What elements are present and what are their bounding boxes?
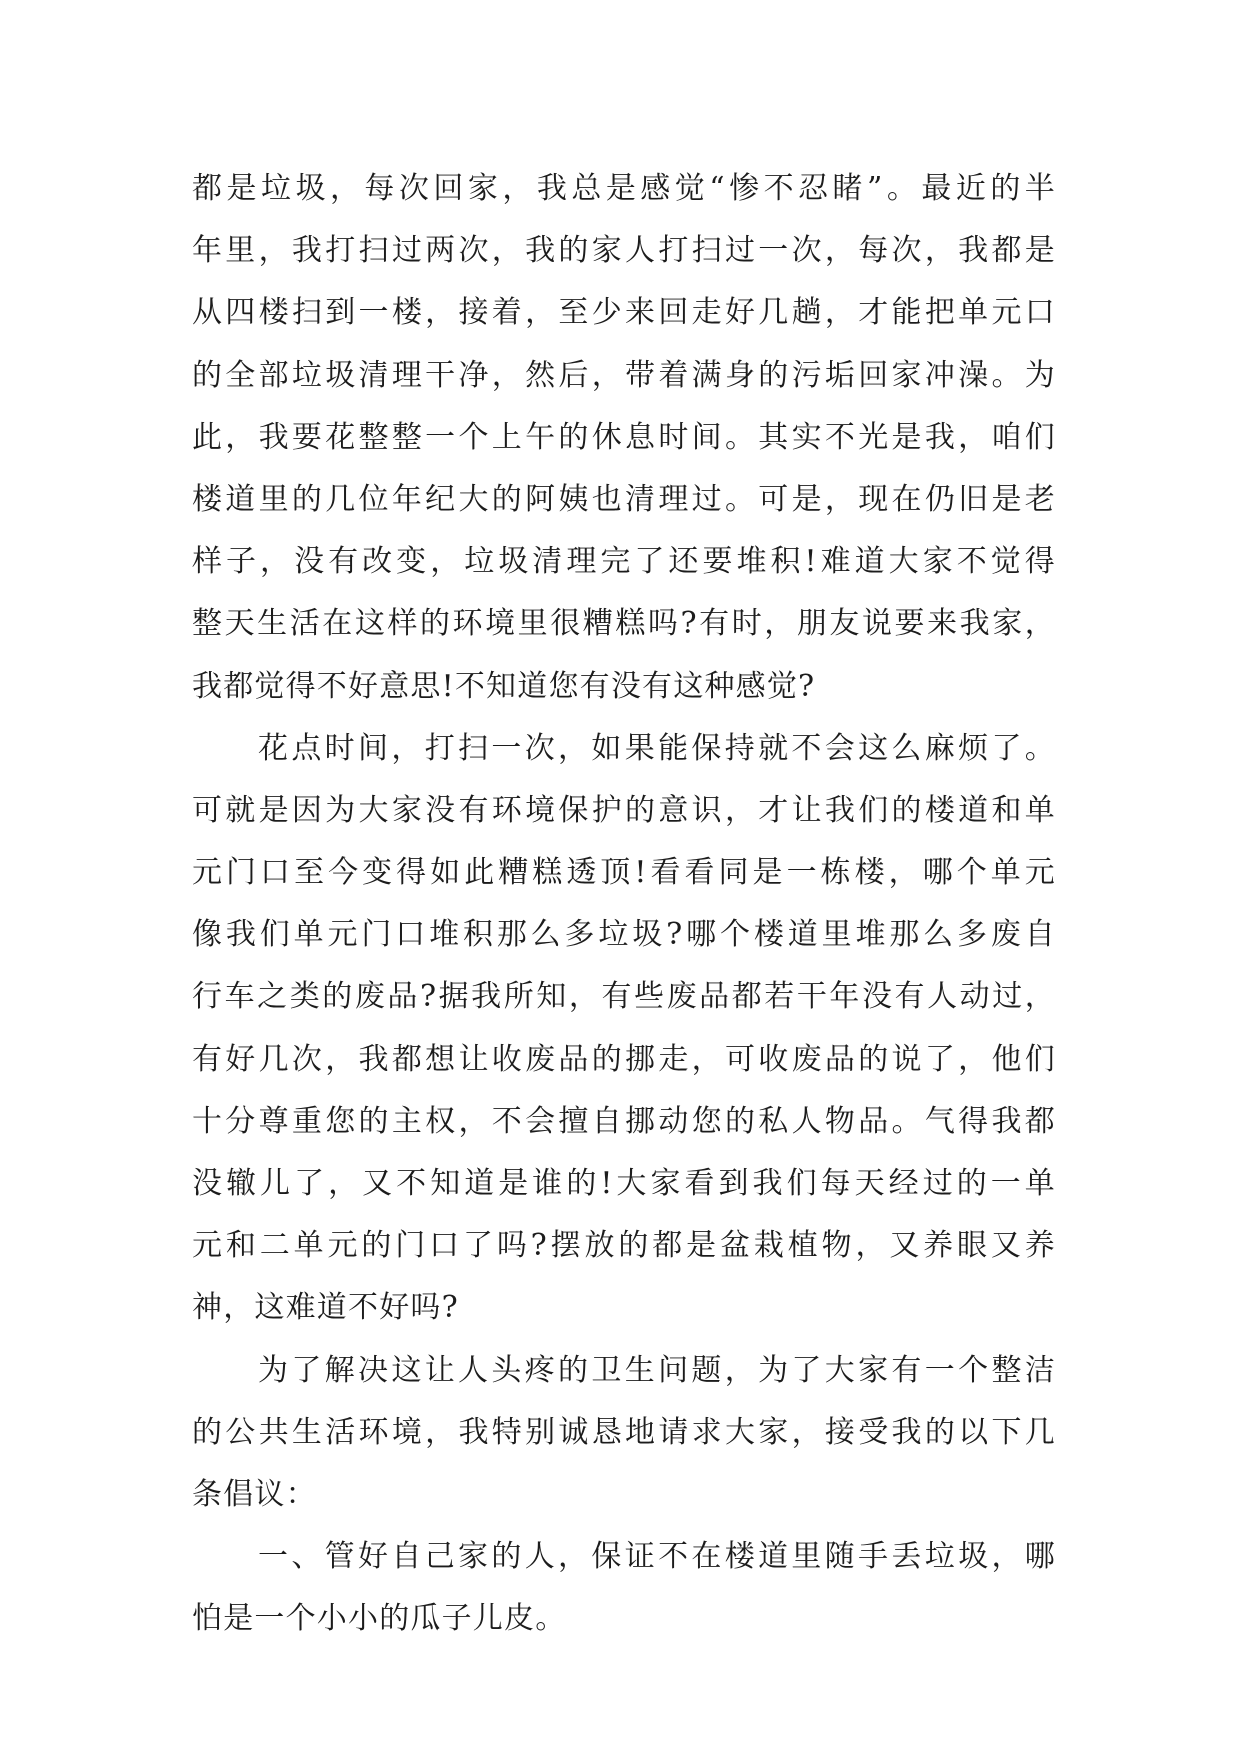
text-line: 可就是因为大家没有环境保护的意识，才让我们的楼道和单: [192, 792, 1056, 828]
text-line: 元门口至今变得如此糟糕透顶!看看同是一栋楼，哪个单元: [192, 855, 1056, 891]
paragraph-2: [192, 718, 1056, 1340]
text-line: 我都觉得不好意思!不知道您有没有这种感觉?: [192, 668, 816, 704]
document-body: [192, 158, 1056, 1651]
text-line: 元和二单元的门口了吗?摆放的都是盆栽植物，又养眼又养: [192, 1228, 1056, 1264]
text-line: 没辙儿了，又不知道是谁的!大家看到我们每天经过的一单: [192, 1166, 1056, 1201]
text-line: 样子，没有改变，垃圾清理完了还要堆积!难道大家不觉得: [192, 544, 1056, 580]
text-line: 从四楼扫到一楼，接着，至少来回走好几趟，才能把单元口: [192, 295, 1056, 331]
text-line: 像我们单元门口堆积那么多垃圾?哪个楼道里堆那么多废自: [192, 917, 1056, 953]
text-line: 年里，我打扫过两次，我的家人打扫过一次，每次，我都是: [192, 233, 1056, 269]
text-line: 的全部垃圾清理干净，然后，带着满身的污垢回家冲澡。为: [192, 357, 1056, 393]
text-line: 花点时间，打扫一次，如果能保持就不会这么麻烦了。: [258, 730, 1056, 766]
text-line: 条倡议：: [192, 1476, 317, 1512]
text-line: 有好几次，我都想让收废品的挪走，可收废品的说了，他们: [192, 1041, 1056, 1077]
text-line: 一、管好自己家的人，保证不在楼道里随手丢垃圾，哪: [258, 1539, 1056, 1575]
text-line: 为了解决这让人头疼的卫生问题，为了大家有一个整洁: [258, 1352, 1056, 1388]
text-line: 怕是一个小小的瓜子儿皮。: [192, 1601, 567, 1637]
paragraph-4: [192, 1526, 1056, 1650]
text-line: 此，我要花整整一个上午的休息时间。其实不光是我，咱们: [192, 419, 1056, 455]
text-line: 神，这难道不好吗?: [192, 1290, 459, 1326]
text-line: 楼道里的几位年纪大的阿姨也清理过。可是，现在仍旧是老: [192, 481, 1056, 517]
paragraph-3: [192, 1340, 1056, 1527]
text-line: 整天生活在这样的环境里很糟糕吗?有时，朋友说要来我家，: [192, 606, 1056, 642]
paragraph-1: [192, 158, 1056, 718]
text-line: 都是垃圾，每次回家，我总是感觉“惨不忍睹”。最近的半: [192, 171, 1056, 206]
text-line: 行车之类的废品?据我所知，有些废品都若干年没有人动过，: [192, 979, 1056, 1015]
text-line: 十分尊重您的主权，不会擅自挪动您的私人物品。气得我都: [192, 1103, 1056, 1139]
text-line: 的公共生活环境，我特别诚恳地请求大家，接受我的以下几: [192, 1414, 1056, 1450]
